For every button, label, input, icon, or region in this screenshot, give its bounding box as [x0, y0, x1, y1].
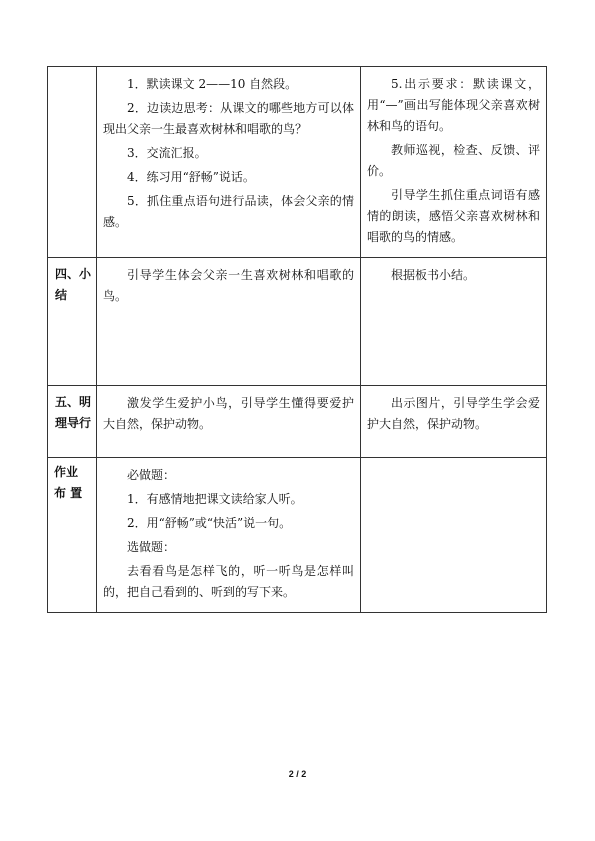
student-activity-cell	[97, 386, 361, 458]
student-step: 5．抓住重点语句进行品读，体会父亲的情感。	[103, 194, 354, 229]
teacher-activity-cell	[361, 386, 547, 458]
student-activity-cell	[97, 258, 361, 386]
student-step: 2．边读边思考：从课文的哪些地方可以体现出父亲一生最喜欢树林和唱歌的鸟？	[103, 101, 354, 136]
homework-empty-cell	[361, 458, 547, 613]
teacher-step: 根据板书小结。	[391, 268, 476, 282]
lesson-plan-table	[47, 66, 547, 613]
homework-label-line2: 布 置	[54, 486, 83, 500]
student-step: 4．练习用“舒畅”说话。	[127, 170, 255, 184]
teacher-activity-cell	[361, 258, 547, 386]
table-row-homework	[48, 458, 547, 613]
teacher-activity-cell	[361, 67, 547, 258]
optional-title: 选做题：	[127, 540, 176, 554]
teacher-step: 教师巡视，检查、反馈、评价。	[367, 143, 540, 178]
table-row-guidance	[48, 386, 547, 458]
required-item: 1．有感情地把课文读给家人听。	[127, 492, 303, 506]
page-number: 2 / 2	[288, 769, 307, 779]
stage-cell: 四、小结	[48, 258, 97, 386]
required-item: 2．用“舒畅”或“快活”说一句。	[127, 516, 292, 530]
student-step: 引导学生体会父亲一生喜欢树林和唱歌的鸟。	[103, 268, 354, 303]
teacher-step: 5.出示要求：默读课文，用“—”画出写能体现父亲喜欢树林和鸟的语句。	[367, 77, 540, 133]
student-step: 激发学生爱护小鸟，引导学生懂得要爱护大自然，保护动物。	[103, 396, 354, 431]
homework-label-line1: 作业	[54, 465, 79, 479]
homework-label-cell	[48, 458, 97, 613]
teacher-step: 出示图片，引导学生学会爱护大自然，保护动物。	[367, 396, 540, 431]
student-step: 3．交流汇报。	[127, 146, 207, 160]
stage-cell: 五、明理导行	[48, 386, 97, 458]
optional-text: 去看看鸟是怎样飞的，听一听鸟是怎样叫的，把自己看到的、听到的写下来。	[103, 564, 354, 599]
stage-cell	[48, 67, 97, 258]
teacher-step: 引导学生抓住重点词语有感情的朗读，感悟父亲喜欢树林和唱歌的鸟的情感。	[367, 188, 540, 244]
student-step: 1．默读课文 2——10 自然段。	[127, 77, 298, 91]
table-row-summary	[48, 258, 547, 386]
homework-content-cell	[97, 458, 361, 613]
student-activity-cell	[97, 67, 361, 258]
table-row-reading	[48, 67, 547, 258]
required-title: 必做题：	[127, 468, 176, 482]
